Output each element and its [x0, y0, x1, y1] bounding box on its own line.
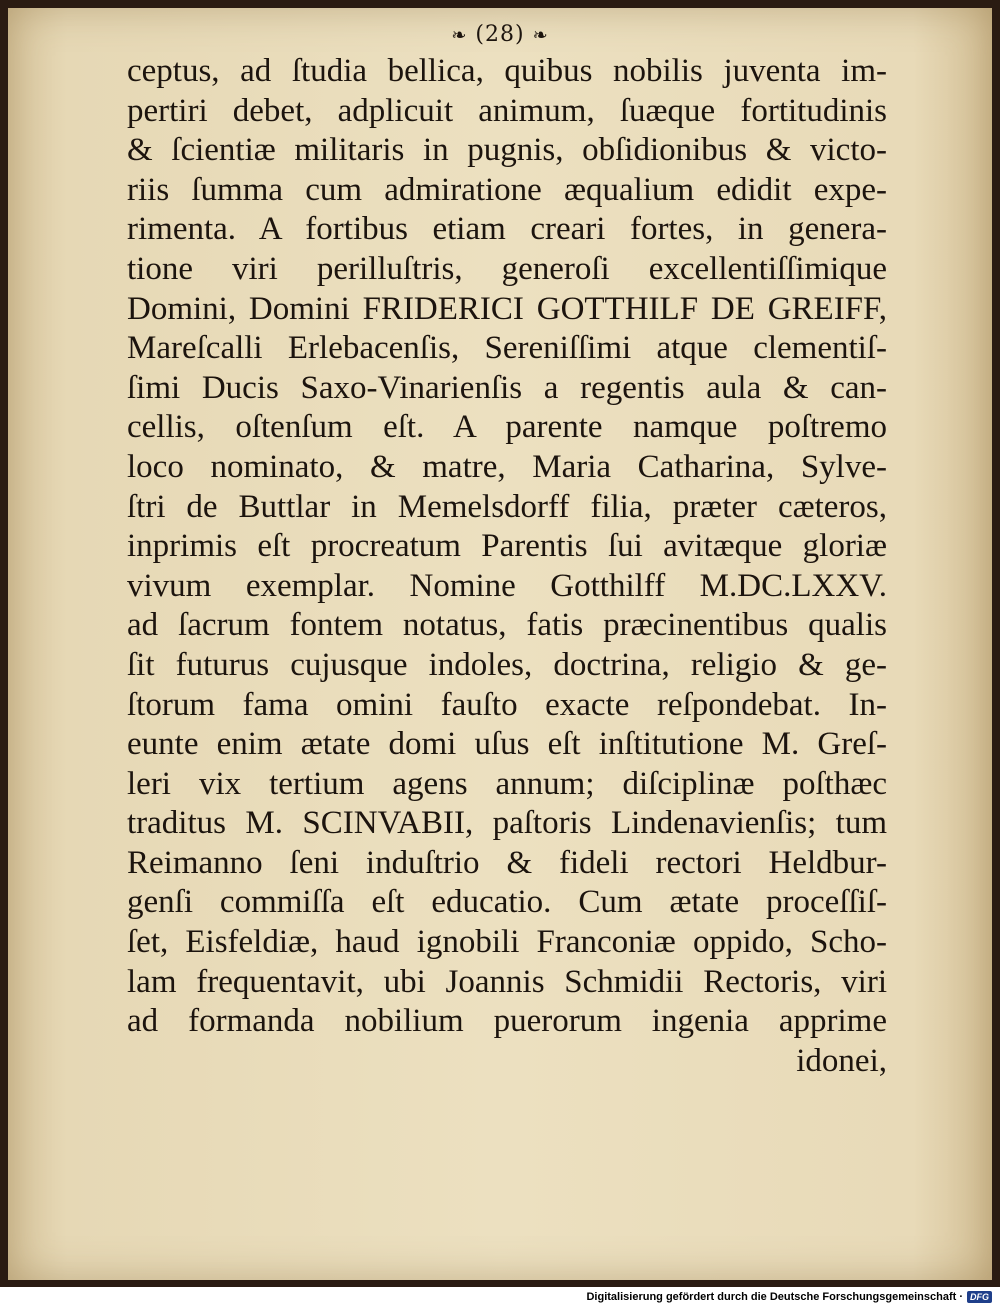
- dfg-logo-icon: DFG: [967, 1291, 992, 1303]
- text-line: ad formanda nobilium puerorum ingenia apprime: [127, 1003, 887, 1040]
- footer-attribution: [586, 1289, 992, 1305]
- text-line: inprimis eſt procreatum Parentis ſui avitæque gloriæ: [127, 528, 887, 565]
- text-line: ceptus, ad ſtudia bellica, quibus nobilis juventa im-: [127, 53, 887, 89]
- text-line: rimenta. A fortibus etiam creari fortes, in genera-: [127, 211, 887, 248]
- page-number: (28): [475, 22, 525, 47]
- ornament-right-icon: ❧: [532, 25, 549, 46]
- text-line: leri vix tertium agens annum; diſciplinæ poſthæc: [127, 765, 887, 802]
- text-line: Domini, Domini FRIDERICI GOTTHILF DE GREIFF,: [127, 290, 887, 327]
- catchword: idonei,: [796, 1042, 887, 1079]
- text-line: & ſcientiæ militaris in pugnis, obſidionibus & victo-: [127, 132, 887, 169]
- text-line: ad ſacrum fontem notatus, fatis præcinentibus qualis: [127, 607, 887, 644]
- page-header: [0, 22, 1000, 47]
- text-line: tione viri perilluſtris, generoſi excellentiſſimique: [127, 250, 887, 287]
- text-line: traditus M. SCINVABII, paſtoris Lindenavienſis; tum: [127, 805, 887, 842]
- text-line: loco nominato, & matre, Maria Catharina, Sylve-: [127, 448, 887, 485]
- text-line: vivum exemplar. Nomine Gotthilff M.DC.LXXV.: [127, 567, 887, 604]
- text-line: genſi commiſſa eſt educatio. Cum ætate proceſſiſ-: [127, 884, 887, 921]
- body-text: [127, 52, 887, 1081]
- text-line: lam frequentavit, ubi Joannis Schmidii Rectoris, viri: [127, 963, 887, 1000]
- footer-text: Digitalisierung gefördert durch die Deutsche Forschungsgemeinschaft ·: [586, 1291, 963, 1303]
- text-line: Reimanno ſeni induſtrio & fideli rectori Heldbur-: [127, 844, 887, 881]
- text-line: Mareſcalli Erlebacenſis, Sereniſſimi atque clementiſ-: [127, 330, 887, 367]
- text-line: ſtorum fama omini fauſto exacte reſpondebat. In-: [127, 686, 887, 723]
- text-line: cellis, oſtenſum eſt. A parente namque poſtremo: [127, 409, 887, 446]
- text-line: ſimi Ducis Saxo-Vinarienſis a regentis aula & can-: [127, 369, 887, 406]
- text-line: ſit futurus cujusque indoles, doctrina, religio & ge-: [127, 646, 887, 683]
- text-line: ſtri de Buttlar in Memelsdorff filia, præter cæteros,: [127, 488, 887, 525]
- ornament-left-icon: ❧: [451, 25, 468, 46]
- text-line: eunte enim ætate domi uſus eſt inſtitutione M. Greſ-: [127, 726, 887, 763]
- text-line: ſet, Eisfeldiæ, haud ignobili Franconiæ oppido, Scho-: [127, 924, 887, 961]
- text-line: riis ſumma cum admiratione æqualium edidit expe-: [127, 171, 887, 208]
- text-line: pertiri debet, adplicuit animum, ſuæque fortitudinis: [127, 92, 887, 129]
